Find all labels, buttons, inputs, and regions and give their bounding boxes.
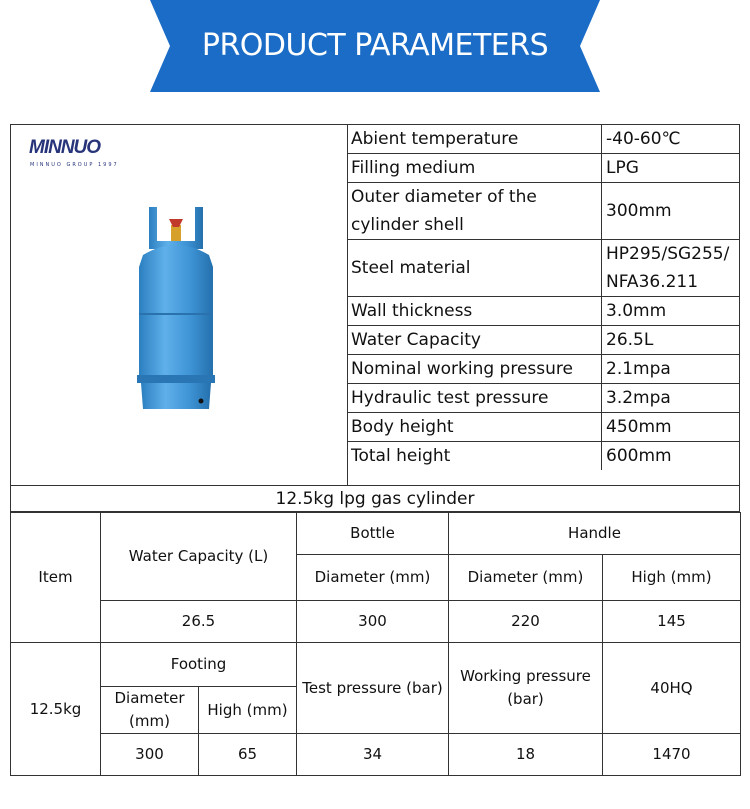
spec-value: -40-60℃: [602, 125, 741, 154]
spec-row: [347, 183, 740, 240]
bottle-diameter-header: Diameter (mm): [297, 555, 449, 601]
logo-wordmark: MINNUO: [29, 137, 101, 158]
container-header: 40HQ: [603, 643, 741, 734]
spec-label: Water Capacity: [347, 326, 602, 355]
spec-label: Abient temperature: [347, 125, 602, 154]
item-header: Item: [11, 513, 101, 643]
spec-label: Wall thickness: [347, 297, 602, 326]
spec-value: 3.0mm: [602, 297, 741, 326]
footing-high-header: High (mm): [199, 687, 297, 734]
test-pressure-header: Test pressure (bar): [297, 643, 449, 734]
spec-value: HP295/SG255/ NFA36.211: [602, 240, 741, 297]
spec-value: 2.1mpa: [602, 355, 741, 384]
spec-label: Nominal working pressure: [347, 355, 602, 384]
water-capacity-header: Water Capacity (L): [101, 513, 297, 601]
footing-high-value: 65: [199, 734, 297, 776]
spec-value: 26.5L: [602, 326, 741, 355]
handle-diameter-value: 220: [449, 601, 603, 643]
spec-label: Filling medium: [347, 154, 602, 183]
working-pressure-value: 18: [449, 734, 603, 776]
product-image-pane: [11, 125, 348, 485]
spec-row: [347, 297, 740, 326]
bottle-header: Bottle: [297, 513, 449, 555]
spec-label: Body height: [347, 413, 602, 442]
footing-header: Footing: [101, 643, 297, 687]
handle-diameter-header: Diameter (mm): [449, 555, 603, 601]
spec-table: [347, 125, 740, 470]
dimension-table: [10, 512, 741, 776]
working-pressure-header: Working pressure (bar): [449, 643, 603, 734]
footing-diameter-header: Diameter (mm): [101, 687, 199, 734]
table-caption: 12.5kg lpg gas cylinder: [10, 486, 740, 512]
spec-row: [347, 355, 740, 384]
spec-value: 3.2mpa: [602, 384, 741, 413]
logo-subtitle: MINNUO GROUP 1997: [30, 162, 119, 168]
test-pressure-value: 34: [297, 734, 449, 776]
container-value: 1470: [603, 734, 741, 776]
handle-high-value: 145: [603, 601, 741, 643]
spec-label: Steel material: [347, 240, 602, 297]
handle-high-header: High (mm): [603, 555, 741, 601]
spec-row: [347, 154, 740, 183]
footing-diameter-value: 300: [101, 734, 199, 776]
spec-label: Hydraulic test pressure: [347, 384, 602, 413]
item-value: 12.5kg: [11, 643, 101, 776]
brand-logo: [29, 137, 129, 177]
spec-value: 600mm: [602, 442, 741, 471]
spec-label: Total height: [347, 442, 602, 471]
spec-row: [347, 326, 740, 355]
bottle-diameter-value: 300: [297, 601, 449, 643]
spec-value: 300mm: [602, 183, 741, 240]
header-banner: [0, 0, 750, 110]
spec-row: [347, 413, 740, 442]
water-capacity-value: 26.5: [101, 601, 297, 643]
spec-value: LPG: [602, 154, 741, 183]
spec-value: 450mm: [602, 413, 741, 442]
handle-header: Handle: [449, 513, 741, 555]
spec-row: [347, 442, 740, 471]
spec-block: [10, 124, 740, 486]
spec-row: [347, 125, 740, 154]
spec-row: [347, 240, 740, 297]
gas-cylinder-image: [121, 205, 231, 415]
spec-row: [347, 384, 740, 413]
spec-label: Outer diameter of the cylinder shell: [347, 183, 602, 240]
page-title: PRODUCT PARAMETERS: [201, 28, 549, 63]
